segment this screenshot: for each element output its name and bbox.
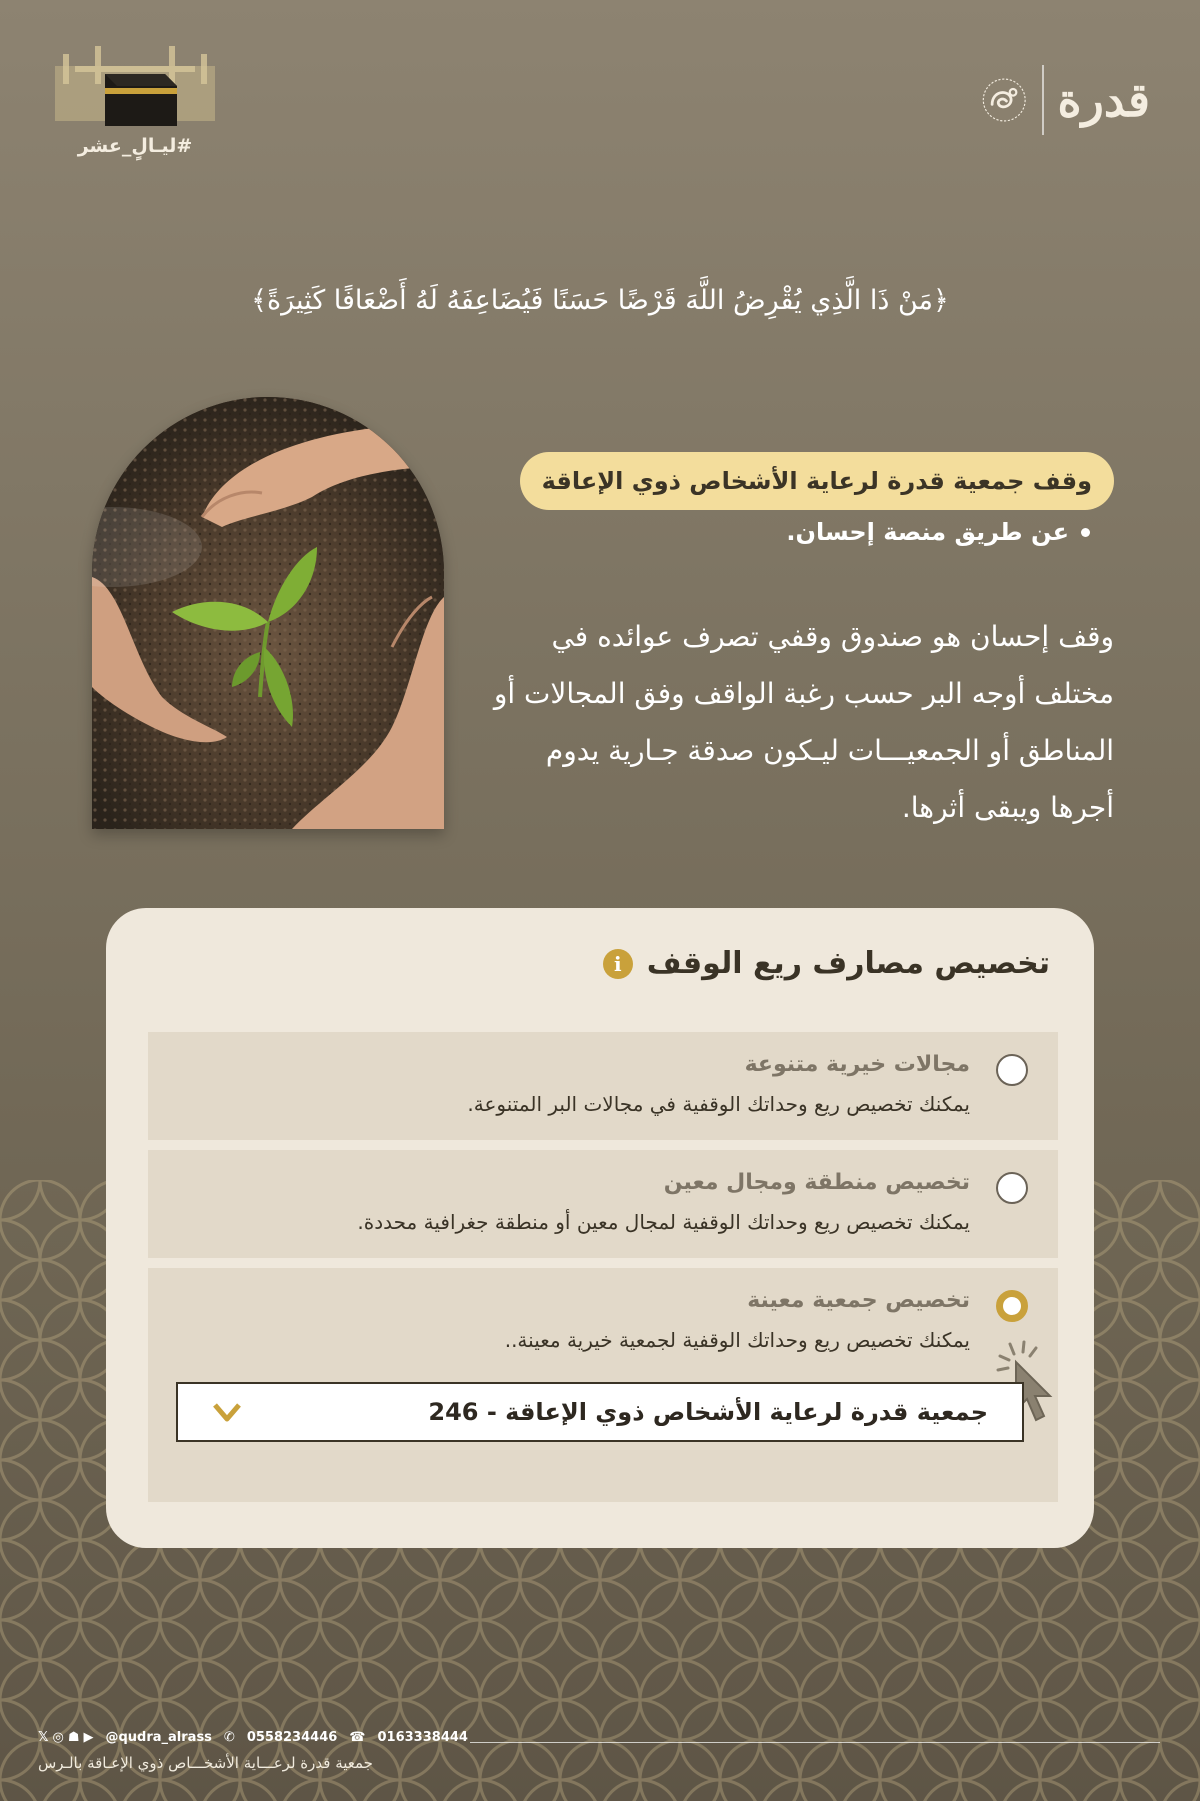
platform-text: عن طريق منصة إحسان. bbox=[786, 518, 1069, 546]
platform-bullet bbox=[786, 518, 1090, 546]
ten-nights-badge bbox=[55, 36, 215, 166]
waqf-allocation-card bbox=[106, 908, 1094, 1548]
footer-contacts bbox=[38, 1730, 468, 1745]
instagram-icon[interactable]: ◎ bbox=[52, 1730, 64, 1745]
option-desc: يمكنك تخصيص ريع وحداتك الوقفية في مجالات البر المتنوعة. bbox=[467, 1092, 970, 1116]
footer-divider bbox=[470, 1742, 1160, 1743]
quran-verse: ﴿مَنْ ذَا الَّذِي يُقْرِضُ اللَّهَ قَرْضًا حَسَنًا فَيُضَاعِفَهُ لَهُ أَضْعَافًا كَثِيرَةً﴾ bbox=[251, 285, 949, 316]
snapchat-icon[interactable]: ☗ bbox=[67, 1730, 80, 1745]
waqf-title-pill: وقف جمعية قدرة لرعاية الأشخاص ذوي الإعاقة bbox=[520, 452, 1114, 510]
logo-wordmark: قدرة bbox=[1057, 73, 1150, 127]
radio-region-field[interactable] bbox=[996, 1172, 1028, 1204]
landline-number[interactable]: 0163338444 bbox=[377, 1730, 468, 1745]
hands-seedling-image bbox=[92, 397, 444, 829]
radio-diverse-fields[interactable] bbox=[996, 1054, 1028, 1086]
option-specific-association[interactable] bbox=[148, 1268, 1058, 1502]
option-region-field[interactable] bbox=[148, 1150, 1058, 1258]
kaaba-icon bbox=[55, 36, 215, 131]
mobile-phone-icon: ✆ bbox=[223, 1730, 235, 1745]
qudra-logo bbox=[980, 45, 1150, 155]
waqf-description: وقف إحسان هو صندوق وقفي تصرف عوائده في مختلف أوجه البر حسب رغبة الواقف وفق المجالات أو المناطق أو الجمعيـــات ليـكون صدقة جـارية يدوم أجرها ويبقى أثرها. bbox=[493, 620, 1114, 824]
hashtag-label: #ليـالٍ_عشر bbox=[77, 135, 193, 157]
radio-specific-association[interactable] bbox=[996, 1290, 1028, 1322]
option-title: تخصيص منطقة ومجال معين bbox=[663, 1170, 970, 1195]
option-diverse-fields[interactable] bbox=[148, 1032, 1058, 1140]
social-icons bbox=[38, 1730, 93, 1745]
youtube-icon[interactable]: ▶ bbox=[83, 1730, 94, 1745]
telephone-icon: ☎ bbox=[349, 1730, 366, 1745]
select-value: جمعية قدرة لرعاية الأشخاص ذوي الإعاقة - 246 bbox=[428, 1398, 988, 1426]
option-desc: يمكنك تخصيص ريع وحداتك الوقفية لمجال معين أو منطقة جغرافية محددة. bbox=[357, 1210, 970, 1234]
logo-divider bbox=[1042, 65, 1043, 135]
option-title: تخصيص جمعية معينة bbox=[747, 1288, 970, 1313]
x-icon[interactable]: 𝕏 bbox=[38, 1730, 49, 1745]
option-desc: يمكنك تخصيص ريع وحداتك الوقفية لجمعية خيرية معينة.. bbox=[504, 1328, 970, 1352]
association-select[interactable] bbox=[176, 1382, 1024, 1442]
footer-org-name: جمعية قدرة لرعـــاية الأشخـــاص ذوي الإعـاقة بالـرس bbox=[38, 1754, 373, 1772]
mobile-number[interactable]: 0558234446 bbox=[246, 1730, 338, 1745]
social-handle[interactable]: @qudra_alrass bbox=[105, 1730, 212, 1745]
info-icon[interactable]: i bbox=[603, 949, 633, 979]
card-title bbox=[603, 946, 1050, 981]
chevron-down-icon[interactable] bbox=[212, 1401, 242, 1423]
card-title-text: تخصيص مصارف ريع الوقف bbox=[646, 946, 1050, 981]
qudra-emblem-icon bbox=[980, 56, 1028, 144]
option-title: مجالات خيرية متنوعة bbox=[744, 1052, 970, 1077]
bullet-dot bbox=[1081, 528, 1090, 537]
